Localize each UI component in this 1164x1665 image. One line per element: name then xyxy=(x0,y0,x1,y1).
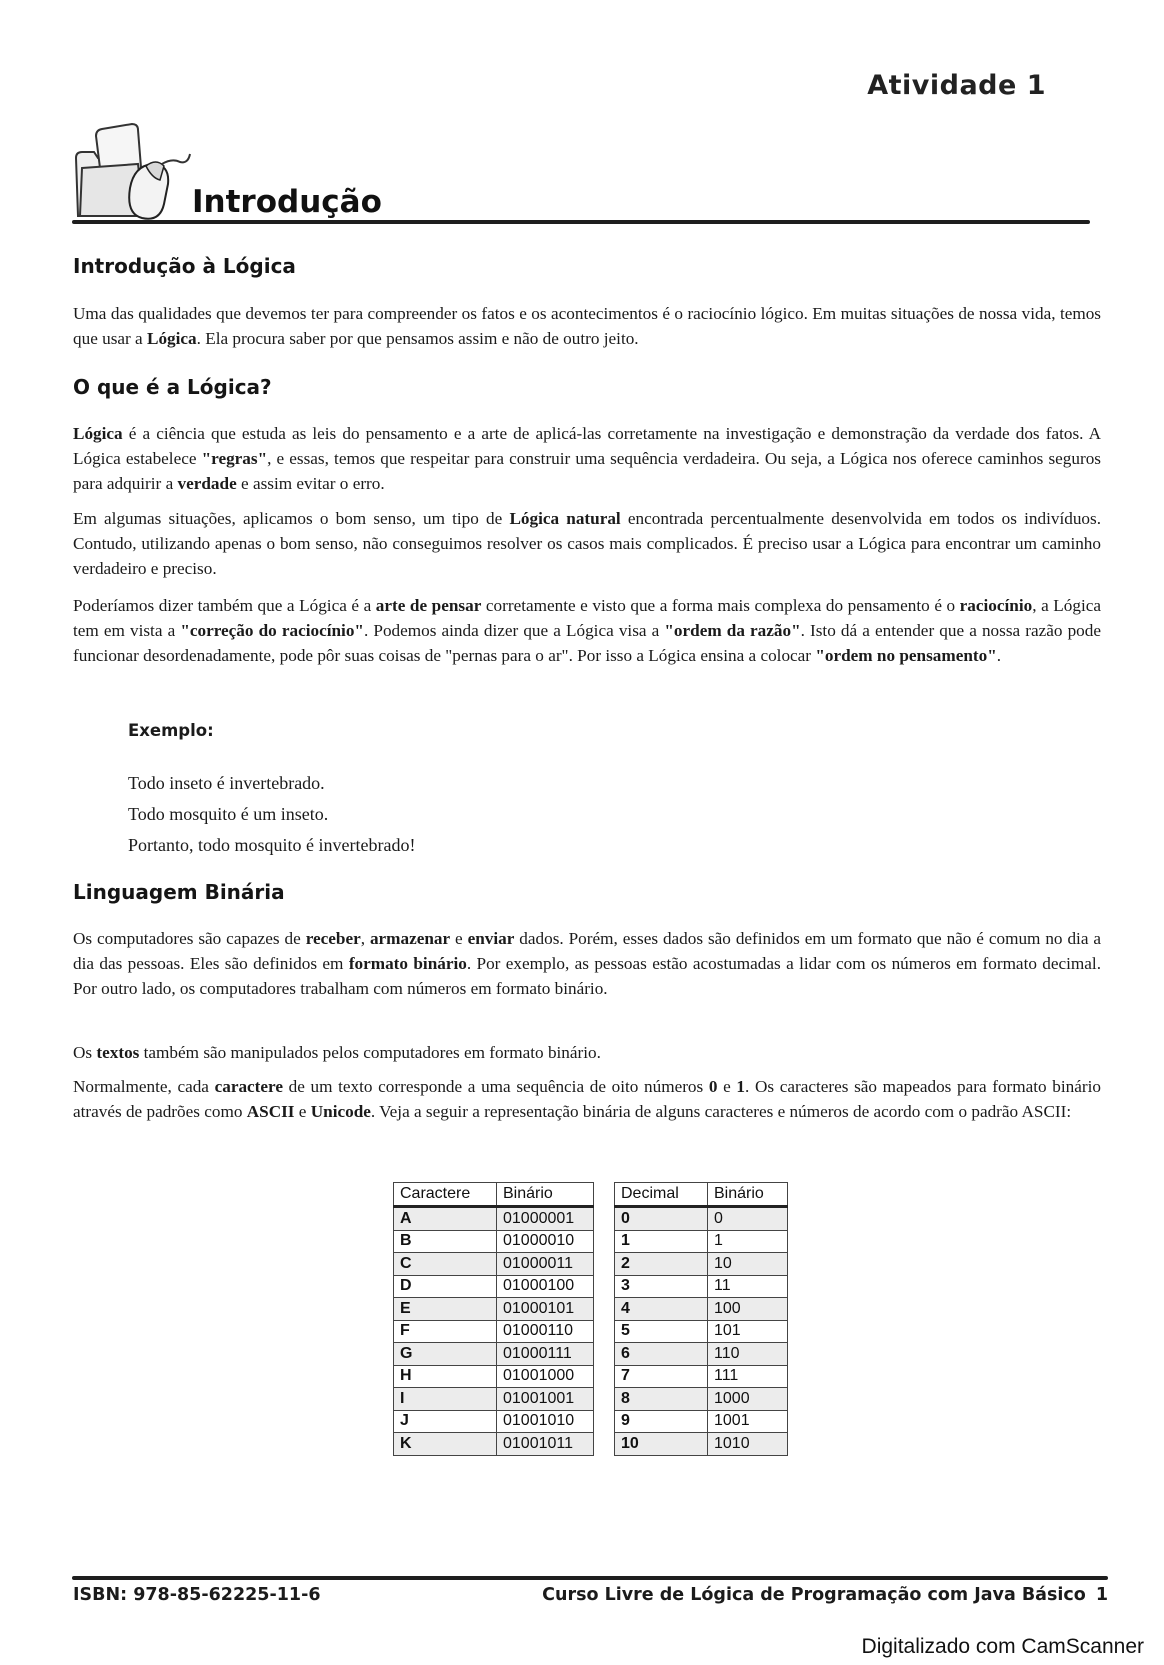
table-cell: K xyxy=(394,1433,497,1456)
table-cell: C xyxy=(394,1253,497,1276)
table-row xyxy=(394,1253,594,1276)
chapter-divider xyxy=(72,220,1090,224)
table-header-row xyxy=(615,1183,788,1207)
example-syllogism xyxy=(128,768,415,861)
table-cell: 110 xyxy=(708,1343,788,1366)
table-row xyxy=(394,1275,594,1298)
example-line: Portanto, todo mosquito é invertebrado! xyxy=(128,835,416,855)
table-cell: 100 xyxy=(708,1298,788,1321)
table-cell: 3 xyxy=(615,1275,708,1298)
paragraph: Poderíamos dizer também que a Lógica é a arte de pensar corretamente e visto que a forma mais complexa do pensamento é o raciocínio, a Lógica tem em vista a "correção do raciocínio". Podemos ainda dizer que a Lógica visa a "ordem da razão". Isto dá a entender que a nossa razão pode funcionar desordenadamente, pode pôr suas coisas de "pernas para o ar". Por isso a Lógica ensina a colocar "ordem no pensamento". xyxy=(73,596,1102,665)
section-heading-binary-language: Linguagem Binária xyxy=(73,880,285,904)
chapter-header xyxy=(72,118,1090,228)
paragraph: Os computadores são capazes de receber, armazenar e enviar dados. Porém, esses dados são definidos em um formato que não é comum no dia a dia das pessoas. Eles são definidos em formato binário. Por exemplo, as pessoas estão acostumadas a lidar com os números em formato decimal. Por outro lado, os computadores trabalham com números em formato binário. xyxy=(73,929,1102,998)
table-cell: 01000100 xyxy=(497,1275,594,1298)
section-heading-intro-logic: Introdução à Lógica xyxy=(73,254,296,278)
table-row xyxy=(615,1298,788,1321)
activity-label: Atividade 1 xyxy=(867,70,1046,101)
table-row xyxy=(394,1365,594,1388)
table-cell: 5 xyxy=(615,1320,708,1343)
table-row xyxy=(615,1253,788,1276)
table-row xyxy=(394,1320,594,1343)
table-row xyxy=(615,1433,788,1456)
table-row xyxy=(394,1388,594,1411)
paragraph: Uma das qualidades que devemos ter para compreender os fatos e os acontecimentos é o raciocínio lógico. Em muitas situações de nossa vida, temos que usar a Lógica. Ela procura saber por que pensamos assim e não de outro jeito. xyxy=(73,304,1101,348)
table-row xyxy=(394,1343,594,1366)
table-cell: B xyxy=(394,1230,497,1253)
table-cell: 01000111 xyxy=(497,1343,594,1366)
column-header: Binário xyxy=(708,1183,788,1207)
table-cell: 6 xyxy=(615,1343,708,1366)
table-row xyxy=(615,1230,788,1253)
table-cell: 7 xyxy=(615,1365,708,1388)
paragraph: Lógica é a ciência que estuda as leis do pensamento e a arte de aplicá-las corretamente na investigação e demonstração da verdade dos fatos. A Lógica estabelece "regras", e essas, temos que respeitar para construir uma sequência verdadeira. Ou seja, a Lógica nos oferece caminhos seguros para adquirir a verdade e assim evitar o erro. xyxy=(73,424,1101,493)
page-number: 1 xyxy=(1095,1585,1108,1605)
table-header-row xyxy=(394,1183,594,1207)
table-row xyxy=(394,1433,594,1456)
section-heading-what-is-logic: O que é a Lógica? xyxy=(73,375,272,399)
scanner-watermark: Digitalizado com CamScanner xyxy=(861,1635,1144,1658)
decimal-binary-table xyxy=(614,1182,788,1456)
table-cell: 01001000 xyxy=(497,1365,594,1388)
example-line: Todo mosquito é um inseto. xyxy=(128,804,329,824)
table-cell: 4 xyxy=(615,1298,708,1321)
table-cell: 01000001 xyxy=(497,1207,594,1231)
table-cell: 01001010 xyxy=(497,1410,594,1433)
ascii-characters-table xyxy=(393,1182,594,1456)
table-cell: 1 xyxy=(615,1230,708,1253)
paragraph: Normalmente, cada caractere de um texto corresponde a uma sequência de oito números 0 e 1. Os caracteres são mapeados para formato binário através de padrões como ASCII e Unicode. Veja a seguir a representação binária de alguns caracteres e números de acordo com o padrão ASCII: xyxy=(73,1077,1101,1121)
table-cell: 8 xyxy=(615,1388,708,1411)
table-cell: 101 xyxy=(708,1320,788,1343)
folder-mouse-icon xyxy=(72,118,192,222)
footer-divider xyxy=(72,1576,1108,1580)
table-row xyxy=(394,1298,594,1321)
table-row xyxy=(394,1207,594,1231)
table-row xyxy=(394,1410,594,1433)
table-cell: 1010 xyxy=(708,1433,788,1456)
course-title xyxy=(542,1585,1108,1605)
table-cell: I xyxy=(394,1388,497,1411)
table-row xyxy=(615,1365,788,1388)
table-row xyxy=(615,1388,788,1411)
table-row xyxy=(615,1343,788,1366)
table-cell: 11 xyxy=(708,1275,788,1298)
table-cell: 10 xyxy=(615,1433,708,1456)
table-cell: 1001 xyxy=(708,1410,788,1433)
isbn-label: ISBN: 978-85-62225-11-6 xyxy=(73,1585,321,1605)
table-cell: F xyxy=(394,1320,497,1343)
column-header: Decimal xyxy=(615,1183,708,1207)
table-row xyxy=(615,1207,788,1231)
table-row xyxy=(615,1410,788,1433)
table-cell: 1 xyxy=(708,1230,788,1253)
table-cell: 01000110 xyxy=(497,1320,594,1343)
table-cell: 0 xyxy=(615,1207,708,1231)
paragraph: Em algumas situações, aplicamos o bom senso, um tipo de Lógica natural encontrada percentualmente desenvolvida em todos os indivíduos. Contudo, utilizando apenas o bom senso, não conseguimos resolver os casos mais complicados. É preciso usar a Lógica para encontrar um caminho verdadeiro e preciso. xyxy=(73,509,1101,578)
table-cell: 10 xyxy=(708,1253,788,1276)
course-name: Curso Livre de Lógica de Programação com Java Básico xyxy=(542,1585,1086,1605)
table-row xyxy=(615,1320,788,1343)
table-row xyxy=(615,1275,788,1298)
table-cell: G xyxy=(394,1343,497,1366)
table-cell: 1000 xyxy=(708,1388,788,1411)
table-cell: 0 xyxy=(708,1207,788,1231)
table-row xyxy=(394,1230,594,1253)
table-cell: 111 xyxy=(708,1365,788,1388)
table-cell: 9 xyxy=(615,1410,708,1433)
table-cell: 01001001 xyxy=(497,1388,594,1411)
table-cell: 01001011 xyxy=(497,1433,594,1456)
table-cell: 01000101 xyxy=(497,1298,594,1321)
table-cell: E xyxy=(394,1298,497,1321)
table-cell: J xyxy=(394,1410,497,1433)
example-line: Todo inseto é invertebrado. xyxy=(128,773,325,793)
table-cell: 01000010 xyxy=(497,1230,594,1253)
column-header: Caractere xyxy=(394,1183,497,1207)
paragraph: Os textos também são manipulados pelos computadores em formato binário. xyxy=(73,1043,601,1062)
table-cell: 2 xyxy=(615,1253,708,1276)
table-cell: 01000011 xyxy=(497,1253,594,1276)
column-header: Binário xyxy=(497,1183,594,1207)
table-cell: H xyxy=(394,1365,497,1388)
table-cell: A xyxy=(394,1207,497,1231)
example-label: Exemplo: xyxy=(128,721,214,740)
chapter-title: Introdução xyxy=(192,184,382,220)
table-cell: D xyxy=(394,1275,497,1298)
